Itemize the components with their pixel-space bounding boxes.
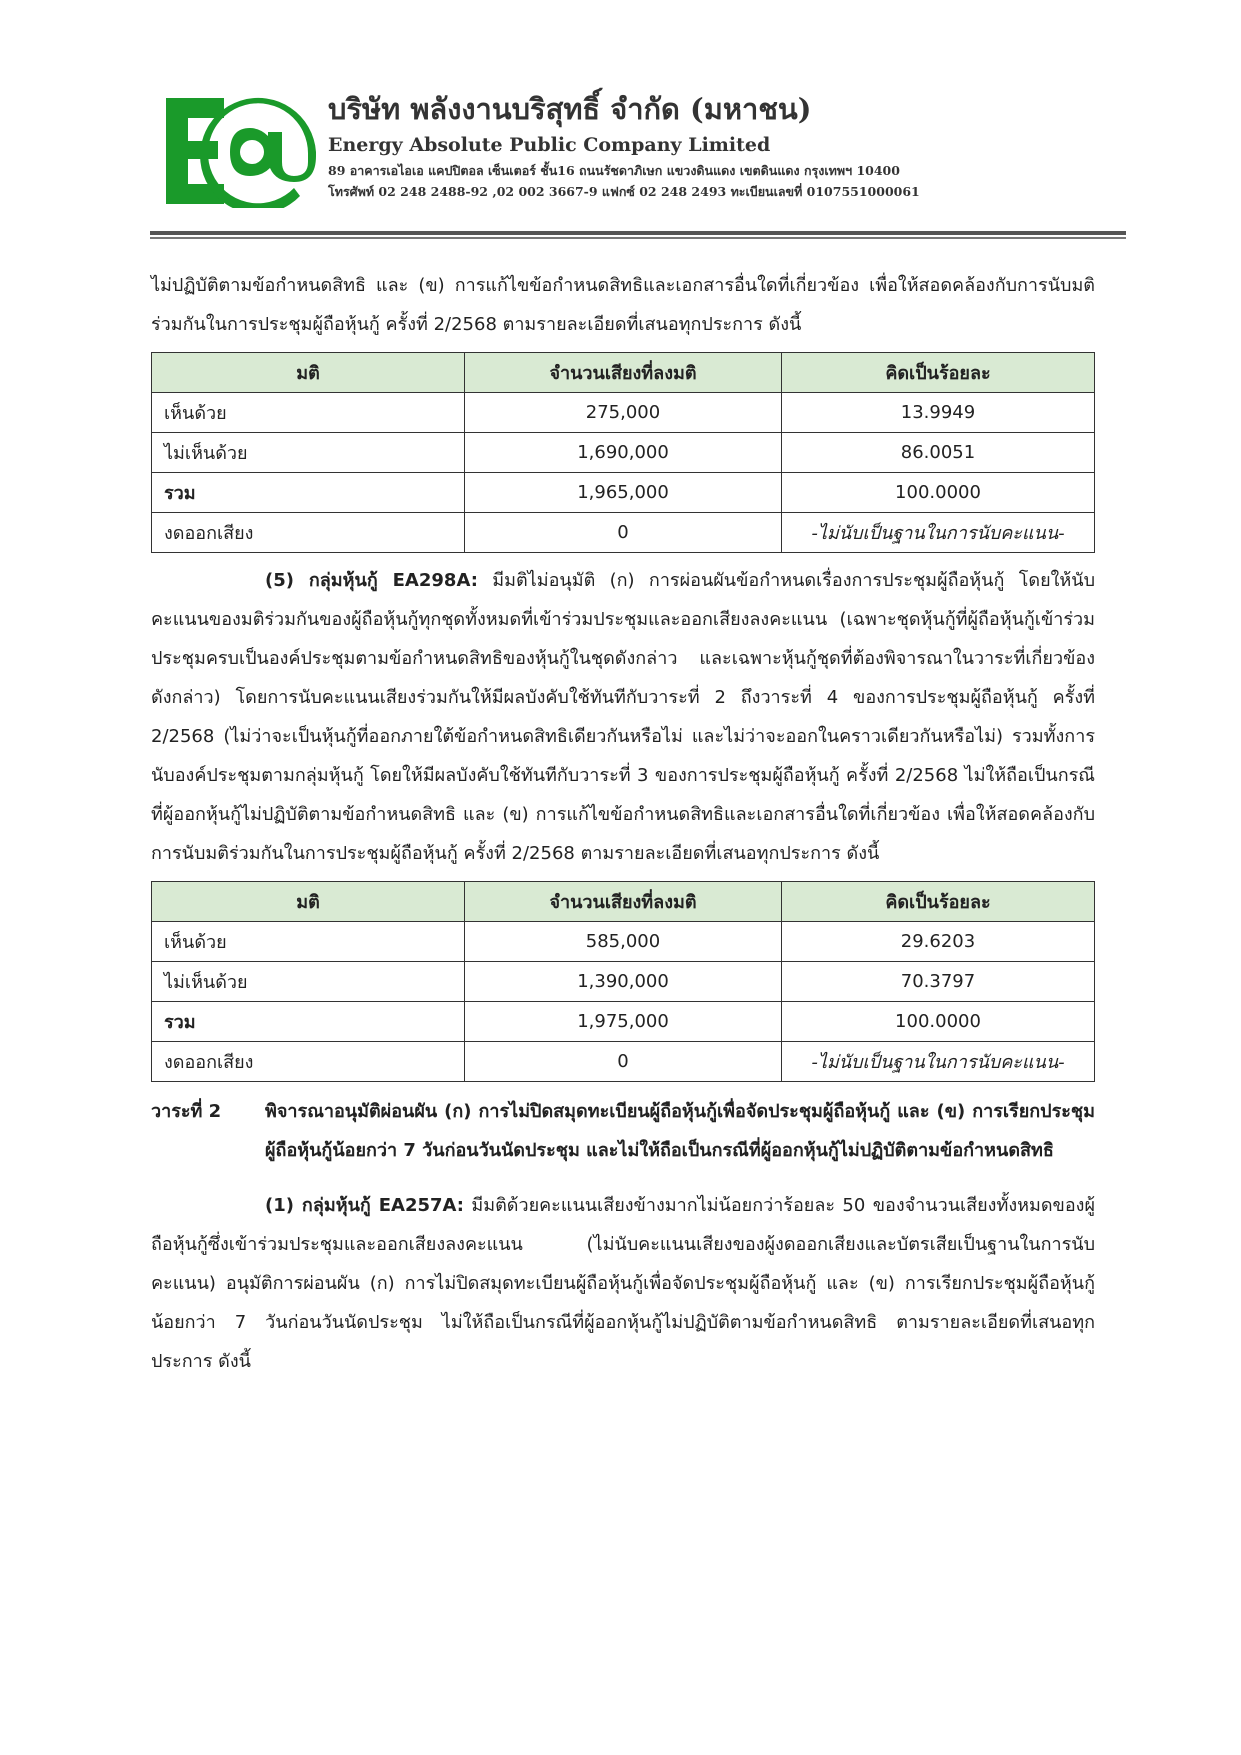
company-info: [328, 92, 1128, 202]
row-votes: 1,690,000: [465, 433, 782, 473]
section-5-title: (5) กลุ่มหุ้นกู้ EA298A:: [265, 570, 478, 591]
row-label: รวม: [152, 1002, 465, 1042]
row-votes: 585,000: [465, 922, 782, 962]
row-label: งดออกเสียง: [152, 1042, 465, 1082]
table-row-total: [152, 1002, 1095, 1042]
vote-table-2: [151, 881, 1095, 1082]
table-header-row: [152, 353, 1095, 393]
row-label: รวม: [152, 473, 465, 513]
header-percent: คิดเป็นร้อยละ: [782, 882, 1095, 922]
row-percent: 86.0051: [782, 433, 1095, 473]
row-percent: -ไม่นับเป็นฐานในการนับคะแนน-: [782, 1042, 1095, 1082]
row-percent: 100.0000: [782, 473, 1095, 513]
row-label: ไม่เห็นด้วย: [152, 433, 465, 473]
section-1-title: (1) กลุ่มหุ้นกู้ EA257A:: [265, 1195, 464, 1216]
header-votes: จำนวนเสียงที่ลงมติ: [465, 353, 782, 393]
header-resolution: มติ: [152, 353, 465, 393]
table-row-total: [152, 473, 1095, 513]
letterhead: [150, 92, 1126, 242]
row-votes: 1,390,000: [465, 962, 782, 1002]
agenda-2-title: พิจารณาอนุมัติผ่อนผัน (ก) การไม่ปิดสมุดทะเบียนผู้ถือหุ้นกู้เพื่อจัดประชุมผู้ถือหุ้นกู้ และ (ข) การเรียกประชุมผู้ถือหุ้นกู้น้อยกว่า 7 วันก่อนวันนัดประชุม และไม่ให้ถือเป็นกรณีที่ผู้ออกหุ้นกู้ไม่ปฏิบัติตามข้อกำหนดสิทธิ: [265, 1101, 1095, 1161]
header-resolution: มติ: [152, 882, 465, 922]
company-logo-icon: [166, 96, 316, 208]
row-percent: -ไม่นับเป็นฐานในการนับคะแนน-: [782, 513, 1095, 553]
agenda-2-number: วาระที่ 2: [151, 1101, 222, 1122]
row-label: เห็นด้วย: [152, 922, 465, 962]
section-1-body: มีมติด้วยคะแนนเสียงข้างมากไม่น้อยกว่าร้อยละ 50 ของจำนวนเสียงทั้งหมดของผู้ถือหุ้นกู้ซึ่งเข้าร่วมประชุมและออกเสียงลงคะแนน (ไม่นับคะแนนเสียงของผู้งดออกเสียงและบัตรเสียเป็นฐานในการนับคะแนน) อนุมัติการผ่อนผัน (ก) การไม่ปิดสมุดทะเบียนผู้ถือหุ้นกู้เพื่อจัดประชุมผู้ถือหุ้นกู้ และ (ข) การเรียกประชุมผู้ถือหุ้นกู้น้อยกว่า 7 วันก่อนวันนัดประชุม ไม่ให้ถือเป็นกรณีที่ผู้ออกหุ้นกู้ไม่ปฏิบัติตามข้อกำหนดสิทธิ ตามรายละเอียดที่เสนอทุกประการ ดังนี้: [151, 1195, 1095, 1372]
table-row: [152, 433, 1095, 473]
row-label: เห็นด้วย: [152, 393, 465, 433]
table-row: [152, 962, 1095, 1002]
header-divider: [150, 231, 1126, 235]
row-percent: 70.3797: [782, 962, 1095, 1002]
row-percent: 29.6203: [782, 922, 1095, 962]
company-name-english: Energy Absolute Public Company Limited: [328, 134, 771, 156]
table-row: [152, 1042, 1095, 1082]
section-5-body: มีมติไม่อนุมัติ (ก) การผ่อนผันข้อกำหนดเรื่องการประชุมผู้ถือหุ้นกู้ โดยให้นับคะแนนของมติร่วมกันของผู้ถือหุ้นกู้ทุกชุดทั้งหมดที่เข้าร่วมประชุมและออกเสียงลงคะแนน (เฉพาะชุดหุ้นกู้ที่ผู้ถือหุ้นกู้เข้าร่วมประชุมครบเป็นองค์ประชุมตามข้อกำหนดสิทธิของหุ้นกู้ในชุดดังกล่าว และเฉพาะหุ้นกู้ชุดที่ต้องพิจารณาในวาระที่เกี่ยวข้องดังกล่าว) โดยการนับคะแนนเสียงร่วมกันให้มีผลบังคับใช้ทันทีกับวาระที่ 2 ถึงวาระที่ 4 ของการประชุมผู้ถือหุ้นกู้ ครั้งที่ 2/2568 (ไม่ว่าจะเป็นหุ้นกู้ที่ออกภายใต้ข้อกำหนดสิทธิเดียวกันหรือไม่ และไม่ว่าจะออกในคราวเดียวกันหรือไม่) รวมทั้งการนับองค์ประชุมตามกลุ่มหุ้นกู้ โดยให้มีผลบังคับใช้ทันทีกับวาระที่ 3 ของการประชุมผู้ถือหุ้นกู้ ครั้งที่ 2/2568 ไม่ให้ถือเป็นกรณีที่ผู้ออกหุ้นกู้ไม่ปฏิบัติตามข้อกำหนดสิทธิ และ (ข) การแก้ไขข้อกำหนดสิทธิและเอกสารอื่นใดที่เกี่ยวข้อง เพื่อให้สอดคล้องกับการนับมติร่วมกันในการประชุมผู้ถือหุ้นกู้ ครั้งที่ 2/2568 ตามรายละเอียดที่เสนอทุกประการ ดังนี้: [151, 570, 1095, 864]
row-label: ไม่เห็นด้วย: [152, 962, 465, 1002]
document-body: [151, 266, 1095, 1381]
section-5-paragraph: [151, 561, 1095, 873]
company-name-thai: บริษัท พลังงานบริสุทธิ์ จำกัด (มหาชน): [328, 92, 812, 126]
company-contact: โทรศัพท์ 02 248 2488-92 ,02 002 3667-9 แฟกซ์ 02 248 2493 ทะเบียนเลขที่ 0107551000061: [328, 184, 920, 199]
header-divider-thin: [150, 237, 1126, 239]
agenda-2-heading: [151, 1092, 1095, 1170]
row-votes: 0: [465, 513, 782, 553]
table-row: [152, 922, 1095, 962]
table-row: [152, 513, 1095, 553]
table-header-row: [152, 882, 1095, 922]
intro-paragraph: ไม่ปฏิบัติตามข้อกำหนดสิทธิ และ (ข) การแก้ไขข้อกำหนดสิทธิและเอกสารอื่นใดที่เกี่ยวข้อง เพื่อให้สอดคล้องกับการนับมติร่วมกันในการประชุมผู้ถือหุ้นกู้ ครั้งที่ 2/2568 ตามรายละเอียดที่เสนอทุกประการ ดังนี้: [151, 275, 1095, 335]
header-percent: คิดเป็นร้อยละ: [782, 353, 1095, 393]
row-votes: 1,965,000: [465, 473, 782, 513]
row-votes: 275,000: [465, 393, 782, 433]
vote-table-1: [151, 352, 1095, 553]
row-percent: 13.9949: [782, 393, 1095, 433]
company-address: 89 อาคารเอไอเอ แคปปิตอล เซ็นเตอร์ ชั้น16 ถนนรัชดาภิเษก แขวงดินแดง เขตดินแดง กรุงเทพฯ 10400: [328, 163, 900, 178]
header-votes: จำนวนเสียงที่ลงมติ: [465, 882, 782, 922]
row-votes: 0: [465, 1042, 782, 1082]
table-row: [152, 393, 1095, 433]
section-1-paragraph: [151, 1186, 1095, 1381]
row-label: งดออกเสียง: [152, 513, 465, 553]
row-percent: 100.0000: [782, 1002, 1095, 1042]
row-votes: 1,975,000: [465, 1002, 782, 1042]
